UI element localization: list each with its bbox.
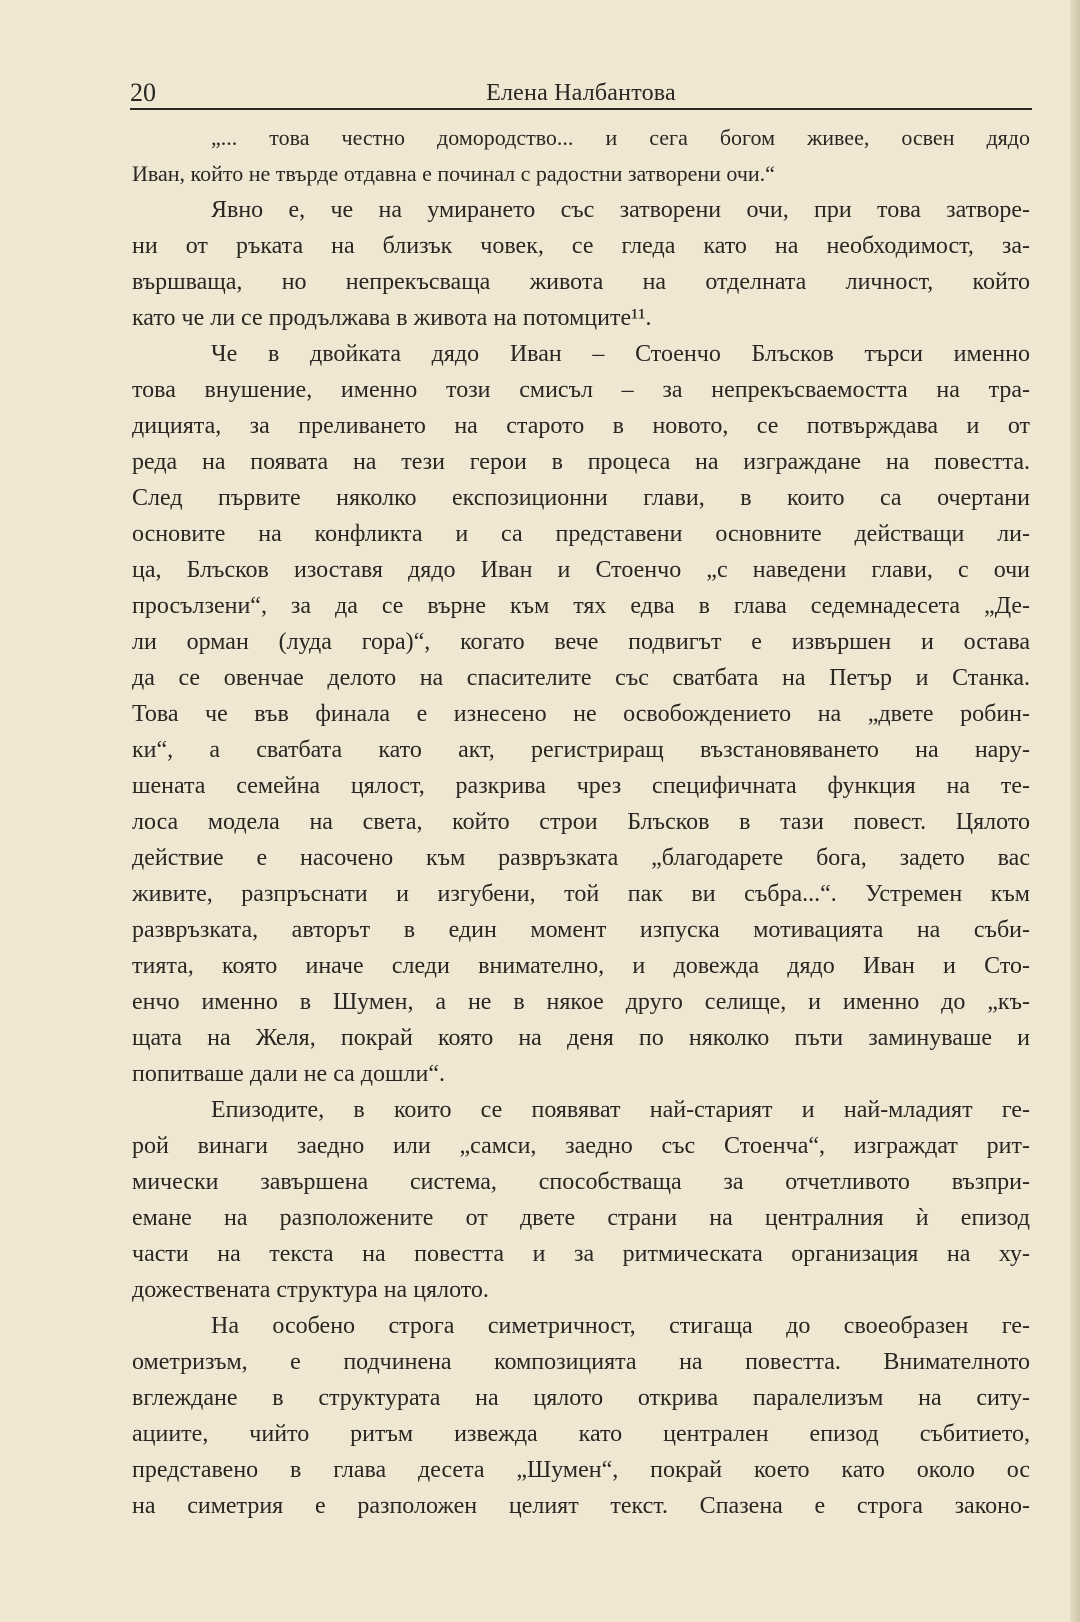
text-line: развръзката, авторът в един момент изпуска мотивацията на съби- — [132, 917, 1030, 943]
text-line: попитваше дали не са дошли“. — [132, 1061, 445, 1087]
text-line: На особено строга симетричност, стигаща до своеобразен ге- — [211, 1313, 1030, 1339]
text-line: рой винаги заедно или „самси, заедно със Стоенча“, изграждат рит- — [132, 1133, 1030, 1159]
text-line: представено в глава десета „Шумен“, покрай което като около ос — [132, 1457, 1030, 1483]
text-line: вглеждане в структурата на цялото открива паралелизъм на ситу- — [132, 1385, 1030, 1411]
text-line: дицията, за преливането на старото в новото, се потвърждава и от — [132, 413, 1030, 439]
text-line: ли орман (луда гора)“, когато вече подвигът е извършен и остава — [132, 629, 1030, 655]
text-line: реда на появата на тези герои в процеса на изграждане на повестта. — [132, 449, 1030, 475]
text-line: основите на конфликта и са представени основните действащи ли- — [132, 521, 1030, 547]
text-line: като че ли се продължава в живота на потомците¹¹. — [132, 305, 652, 331]
text-line: дожествената структура на цялото. — [132, 1277, 489, 1303]
text-line: Че в двойката дядо Иван – Стоенчо Блъсков търси именно — [211, 341, 1030, 367]
page-number: 20 — [130, 78, 156, 107]
text-line: Явно е, че на умирането със затворени очи, при това затворе- — [211, 197, 1030, 223]
text-line: ца, Блъсков изоставя дядо Иван и Стоенчо „с наведени глави, с очи — [132, 557, 1030, 583]
text-line: ки“, а сватбата като акт, регистриращ възстановяването на нару- — [132, 737, 1030, 763]
text-line: това внушение, именно този смисъл – за непрекъсваемостта на тра- — [132, 377, 1030, 403]
page-spine-edge — [1070, 0, 1080, 1622]
page-header — [130, 78, 1032, 108]
text-line: живите, разпръснати и изгубени, той пак ви събра...“. Устремен към — [132, 881, 1030, 907]
text-line: енчо именно в Шумен, а не в някое друго селище, и именно до „къ- — [132, 989, 1030, 1015]
text-line: шената семейна цялост, разкрива чрез специфичната функция на те- — [132, 773, 1030, 799]
text-line: да се овенчае делото на спасителите със сватбата на Петър и Станка. — [132, 665, 1030, 691]
text-line: щата на Желя, покрай която на деня по няколко пъти заминуваше и — [132, 1025, 1030, 1051]
text-line: мически завършена система, способстваща за отчетливото възпри- — [132, 1169, 1030, 1195]
quote-line: Иван, който не твърде отдавна е починал с радостни затворени очи.“ — [132, 161, 775, 186]
text-line: лоса модела на света, който строи Блъсков в тази повест. Цялото — [132, 809, 1030, 835]
text-line: тията, която иначе следи внимателно, и довежда дядо Иван и Сто- — [132, 953, 1030, 979]
quote-line: „... това честно домородство... и сега богом живее, освен дядо — [211, 125, 1030, 150]
text-line: емане на разположените от двете страни на централния ѝ епизод — [132, 1205, 1030, 1231]
text-line: Епизодите, в които се появяват най-старият и най-младият ге- — [211, 1097, 1030, 1123]
text-line: След първите няколко експозиционни глави, в които са очертани — [132, 485, 1030, 511]
text-line: просълзени“, за да се върне към тях едва в глава седемнадесета „Де- — [132, 593, 1030, 619]
header-rule — [130, 108, 1032, 110]
running-title: Елена Налбантова — [486, 80, 676, 106]
text-line: Това че във финала е изнесено не освобождението на „двете робин- — [132, 701, 1030, 727]
text-line: ни от ръката на близък човек, се гледа като на необходимост, за- — [132, 233, 1030, 259]
body-text — [132, 120, 1030, 1524]
text-line: ациите, чийто ритъм извежда като централен епизод събитието, — [132, 1421, 1030, 1447]
text-line: на симетрия е разположен целият текст. Спазена е строга законо- — [132, 1493, 1030, 1519]
text-line: вършваща, но непрекъсваща живота на отделната личност, който — [132, 269, 1030, 295]
text-line: ометризъм, е подчинена композицията на повестта. Внимателното — [132, 1349, 1030, 1375]
text-line: действие е насочено към развръзката „благодарете бога, задето вас — [132, 845, 1030, 871]
text-line: части на текста на повестта и за ритмическата организация на ху- — [132, 1241, 1030, 1267]
